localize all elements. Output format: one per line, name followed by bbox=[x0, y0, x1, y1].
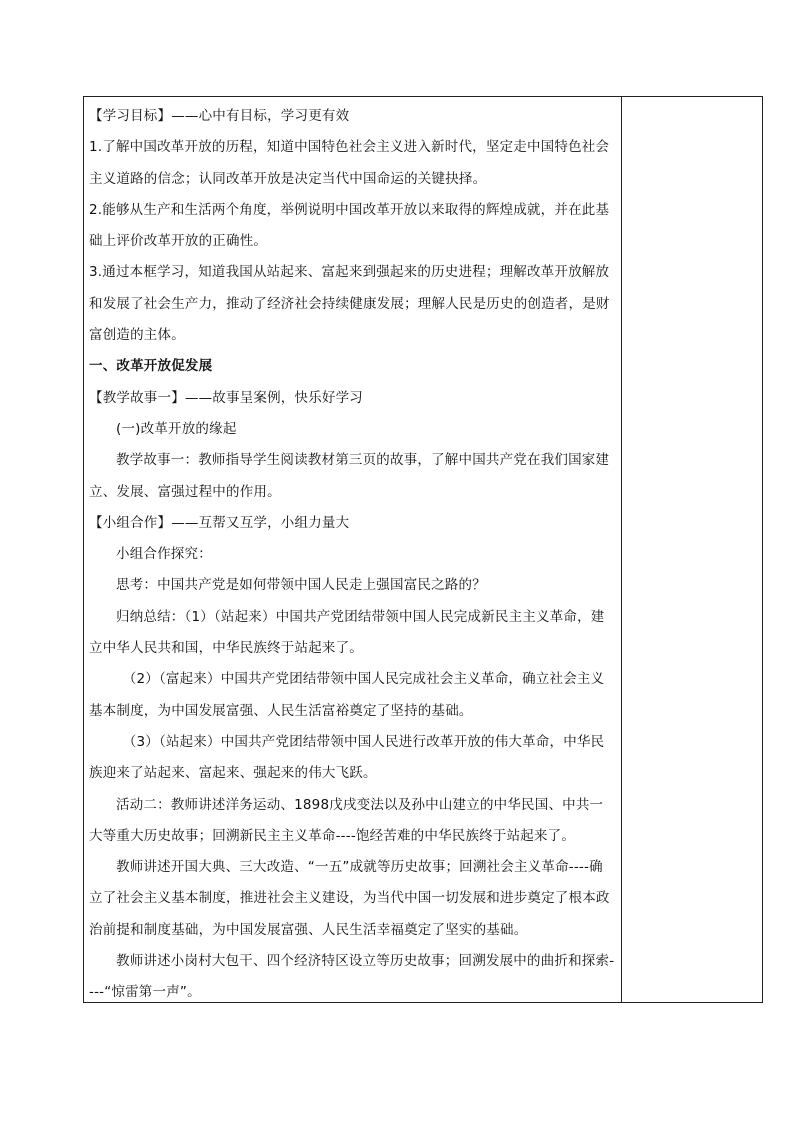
section-title: 一、改革开放促发展 bbox=[89, 358, 213, 375]
group-question: 思考：中国共产党是如何带领中国人民走上强国富民之路的？ bbox=[116, 577, 486, 594]
objective-item-2: 2.能够从生产和生活两个角度，举例说明中国改革开放以来取得的辉煌成就，并在此基础上评价改革开放的正确性。 bbox=[89, 201, 610, 250]
main-cell bbox=[89, 101, 616, 1009]
objectives-header: 【学习目标】——心中有目标，学习更有效 bbox=[89, 108, 350, 124]
story-text: 教学故事一：教师指导学生阅读教材第三页的故事，了解中国共产党在我们国家建立、发展、富强过程中的作用。 bbox=[89, 452, 610, 500]
group-summary-1: 归纳总结：（1）（站起来）中国共产党团结带领中国人民完成新民主主义革命，建立中华人民共和国，中华民族终于站起来了。 bbox=[89, 608, 605, 657]
group-summary-2: （2）（富起来）中国共产党团结带领中国人民完成社会主义革命，确立社会主义基本制度，为中国发展富强、人民生活富裕奠定了坚持的基础。 bbox=[89, 671, 605, 719]
story-header: 【教学故事一】——故事呈案例，快乐好学习 bbox=[89, 389, 363, 406]
lesson-table bbox=[83, 96, 763, 1003]
notes-cell bbox=[622, 97, 762, 1002]
group-header: 【小组合作】——互帮又互学，小组力量大 bbox=[89, 514, 350, 531]
story-subtitle: (一)改革开放的缘起 bbox=[116, 420, 237, 437]
group-summary-3: （3）（站起来）中国共产党团结带领中国人民进行改革开放的伟大革命，中华民族迎来了站起来、富起来、强起来的伟大飞跃。 bbox=[89, 733, 605, 782]
activity-paragraph-1: 活动二：教师讲述洋务运动、1898戊戌变法以及孙中山建立的中华民国、中共一大等重大历史故事；回溯新民主主义革命----饱经苦难的中华民族终于站起来了。 bbox=[89, 796, 604, 844]
objective-item-3: 3.通过本框学习，知道我国从站起来、富起来到强起来的历史进程；理解改革开放解放和发展了社会生产力，推动了经济社会持续健康发展；理解人民是历史的创造者，是财富创造的主体。 bbox=[89, 264, 610, 344]
objective-item-1: 1.了解中国改革开放的历程，知道中国特色社会主义进入新时代，坚定走中国特色社会主义道路的信念；认同改革开放是决定当代中国命运的关键抉择。 bbox=[89, 139, 610, 187]
activity-paragraph-3: 教师讲述小岗村大包干、四个经济特区设立等历史故事；回溯发展中的曲折和探索----“惊雷第一声”。 bbox=[89, 953, 615, 1001]
group-intro: 小组合作探究： bbox=[116, 546, 212, 563]
activity-paragraph-2: 教师讲述开国大典、三大改造、“一五”成就等历史故事；回溯社会主义革命----确立了社会主义基本制度，推进社会主义建设，为当代中国一切发展和进步奠定了根本政治前提和制度基础，为中国发展富强、人民生活幸福奠定了坚实的基础。 bbox=[89, 859, 610, 938]
